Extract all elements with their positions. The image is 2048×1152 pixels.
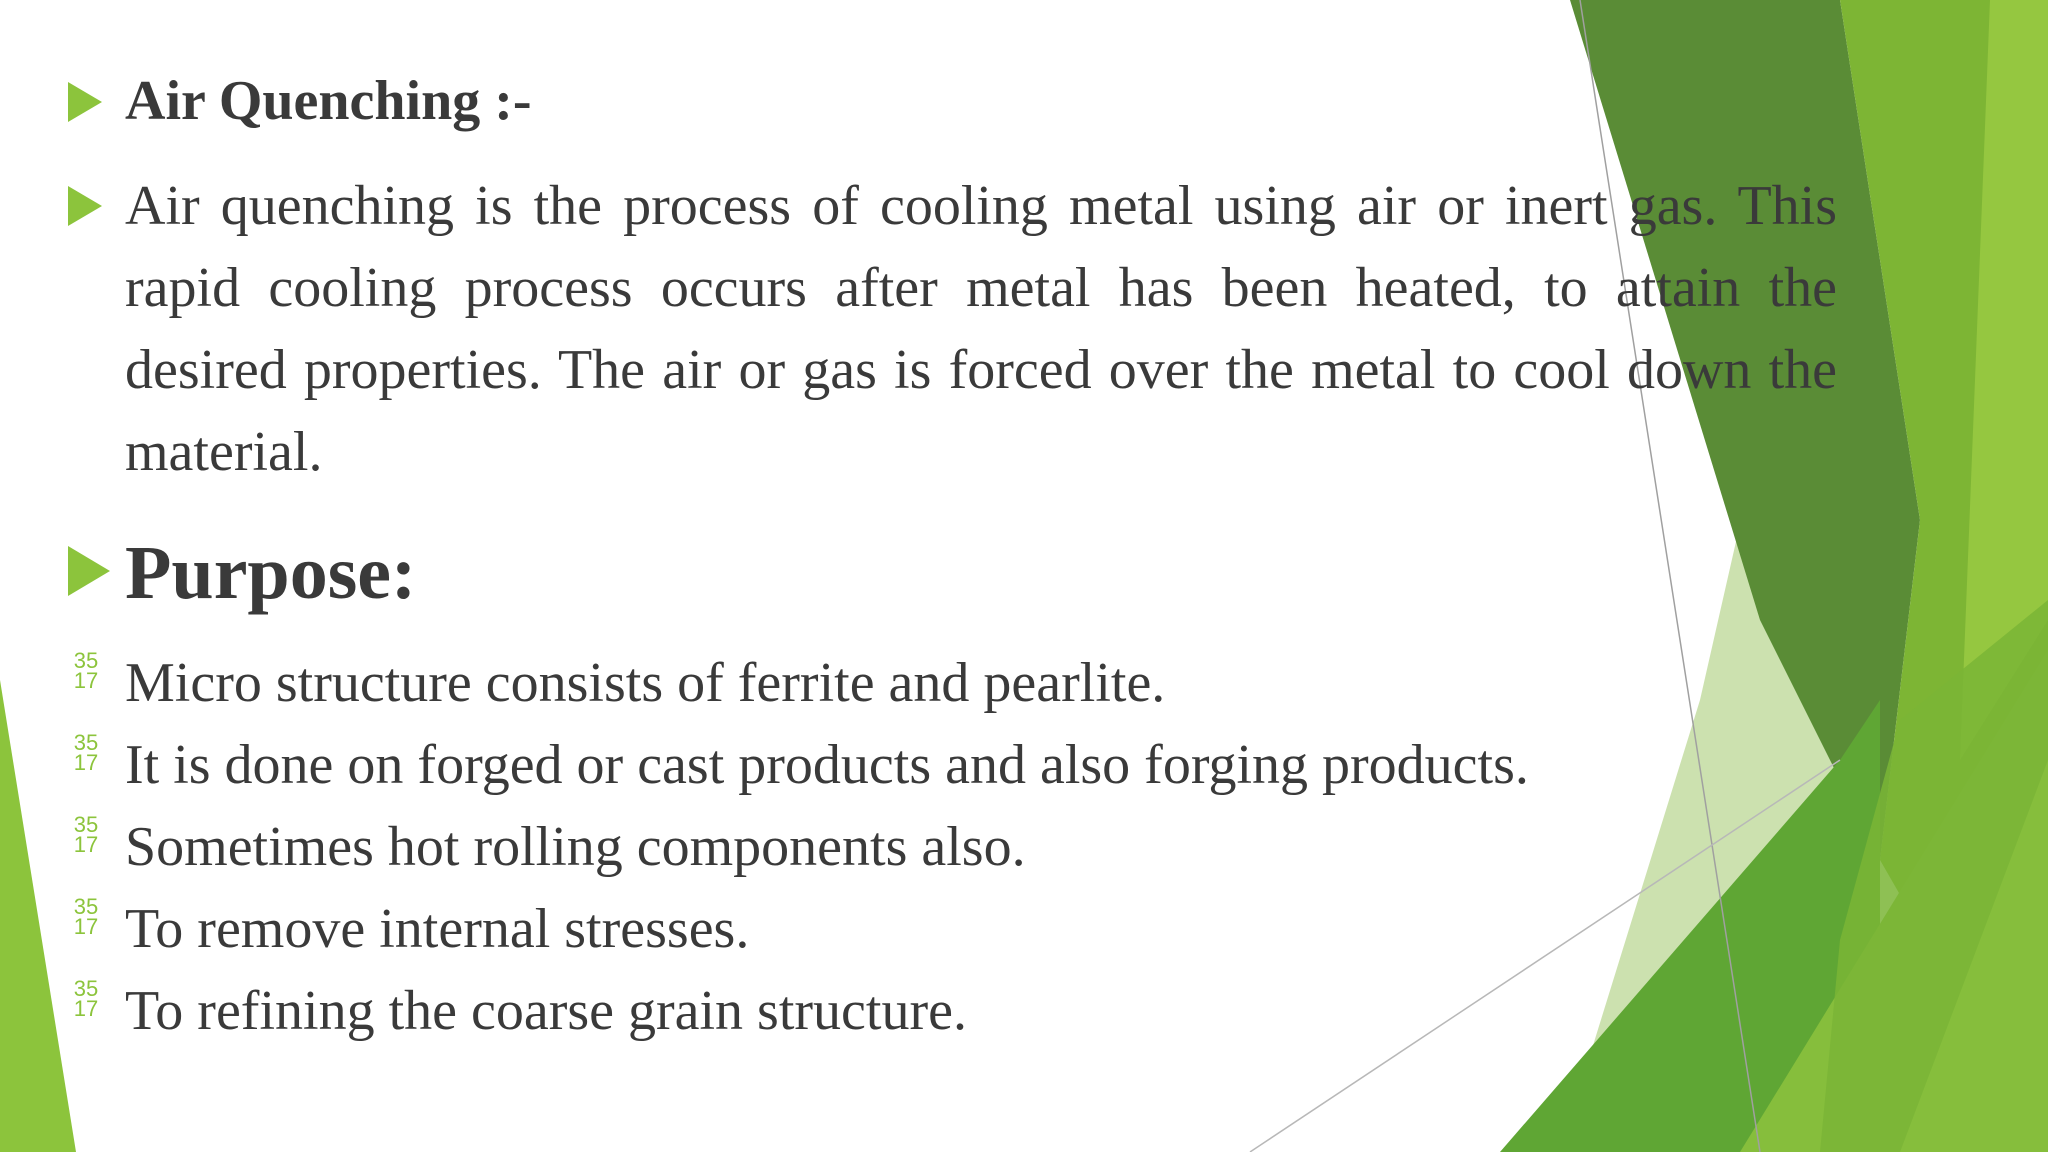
purpose-bullet bbox=[68, 534, 110, 596]
body-paragraph: Air quenching is the process of cooling metal using air or inert gas. This rapid cooling process occurs after metal has been heated, to attain the desired properties. The air or gas is forced over the metal to cool down the material. bbox=[125, 175, 1837, 483]
bullet-glyph-icon: 35 17 bbox=[73, 894, 99, 939]
triangle-bullet-icon bbox=[68, 546, 110, 596]
purpose-item: To refining the coarse grain structure. bbox=[125, 980, 967, 1042]
bullet-glyph-icon: 35 17 bbox=[73, 976, 99, 1021]
purpose-item: To remove internal stresses. bbox=[125, 898, 750, 960]
purpose-item: Micro structure consists of ferrite and pearlite. bbox=[125, 652, 1166, 714]
triangle-bullet-icon bbox=[68, 82, 102, 122]
paragraph-bullet bbox=[68, 180, 102, 226]
slide-heading: Air Quenching :- bbox=[125, 70, 532, 132]
triangle-bullet-icon bbox=[68, 186, 102, 226]
bullet-glyph-icon: 35 17 bbox=[73, 812, 99, 857]
purpose-item: Sometimes hot rolling components also. bbox=[125, 816, 1026, 878]
purpose-item: It is done on forged or cast products and also forging products. bbox=[125, 734, 1529, 796]
heading-bullet bbox=[68, 76, 102, 122]
bullet-glyph-icon: 35 17 bbox=[73, 648, 99, 693]
purpose-heading: Purpose: bbox=[125, 531, 417, 615]
bullet-glyph-icon: 35 17 bbox=[73, 730, 99, 775]
